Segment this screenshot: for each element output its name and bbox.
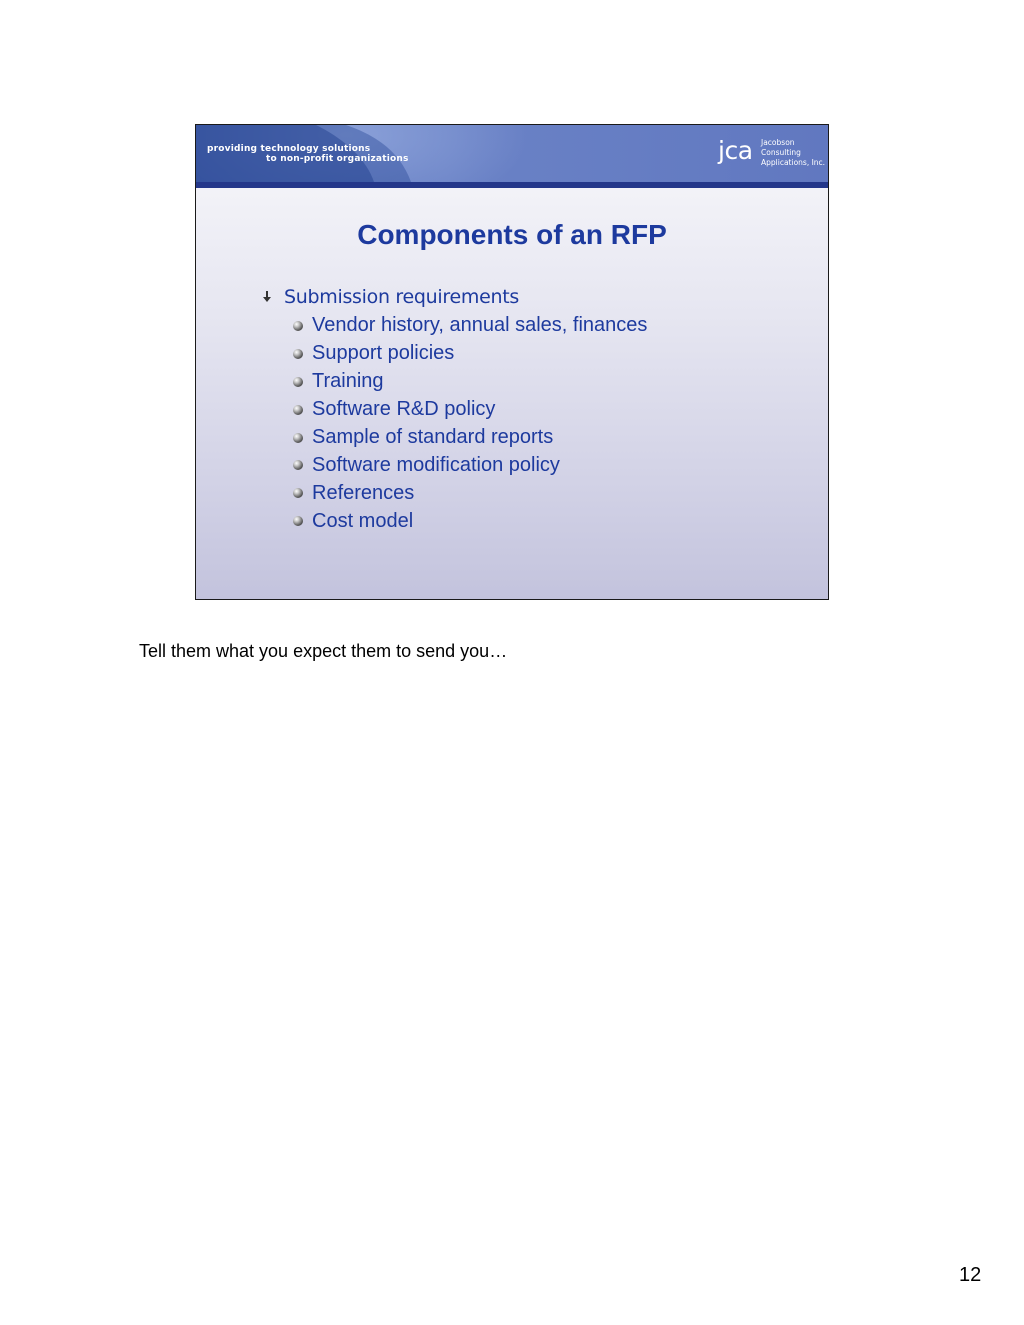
list-item (293, 340, 647, 368)
banner-tagline-line2: to non-profit organizations (266, 154, 409, 164)
bullet-ball-icon (293, 516, 303, 526)
logo-company-name (761, 138, 825, 168)
list-item-label: Vendor history, annual sales, finances (312, 314, 648, 337)
bullet-ball-icon (293, 349, 303, 359)
banner-tagline-line1: providing technology solutions (207, 144, 371, 154)
list-item (293, 424, 647, 452)
bullet-ball-icon (293, 460, 303, 470)
list-item-label: Cost model (312, 509, 414, 532)
list-item (293, 479, 647, 507)
sub-bullet-list (293, 312, 647, 535)
list-item (293, 451, 647, 479)
page-number: 12 (959, 1264, 982, 1286)
list-item (293, 312, 647, 340)
banner-divider (196, 182, 828, 188)
list-item-label: Support policies (312, 342, 455, 365)
slide-banner (196, 125, 828, 182)
bullet-ball-icon (293, 321, 303, 331)
list-item-label: Training (312, 370, 384, 393)
logo-name-line2: Consulting (761, 148, 801, 157)
list-item (293, 396, 647, 424)
list-item-label: Sample of standard reports (312, 426, 554, 448)
bullet-ball-icon (293, 488, 303, 498)
list-item (293, 368, 647, 396)
list-item-label: Software modification policy (312, 453, 560, 476)
logo-name-line1: Jacobson (761, 138, 795, 147)
main-bullet-label: Submission requirements (284, 286, 519, 308)
logo-mark: jca (718, 136, 753, 165)
main-bullet (262, 285, 519, 309)
slide (195, 124, 829, 600)
list-item-label: References (312, 481, 415, 504)
bullet-ball-icon (293, 433, 303, 443)
bullet-ball-icon (293, 377, 303, 387)
slide-title: Components of an RFP (357, 219, 667, 250)
list-item (293, 507, 647, 535)
bullet-ball-icon (293, 405, 303, 415)
arrow-down-icon (262, 291, 272, 303)
speaker-notes: Tell them what you expect them to send you… (139, 641, 508, 661)
list-item-label: Software R&D policy (312, 398, 496, 421)
logo-name-line3: Applications, Inc. (761, 158, 826, 167)
